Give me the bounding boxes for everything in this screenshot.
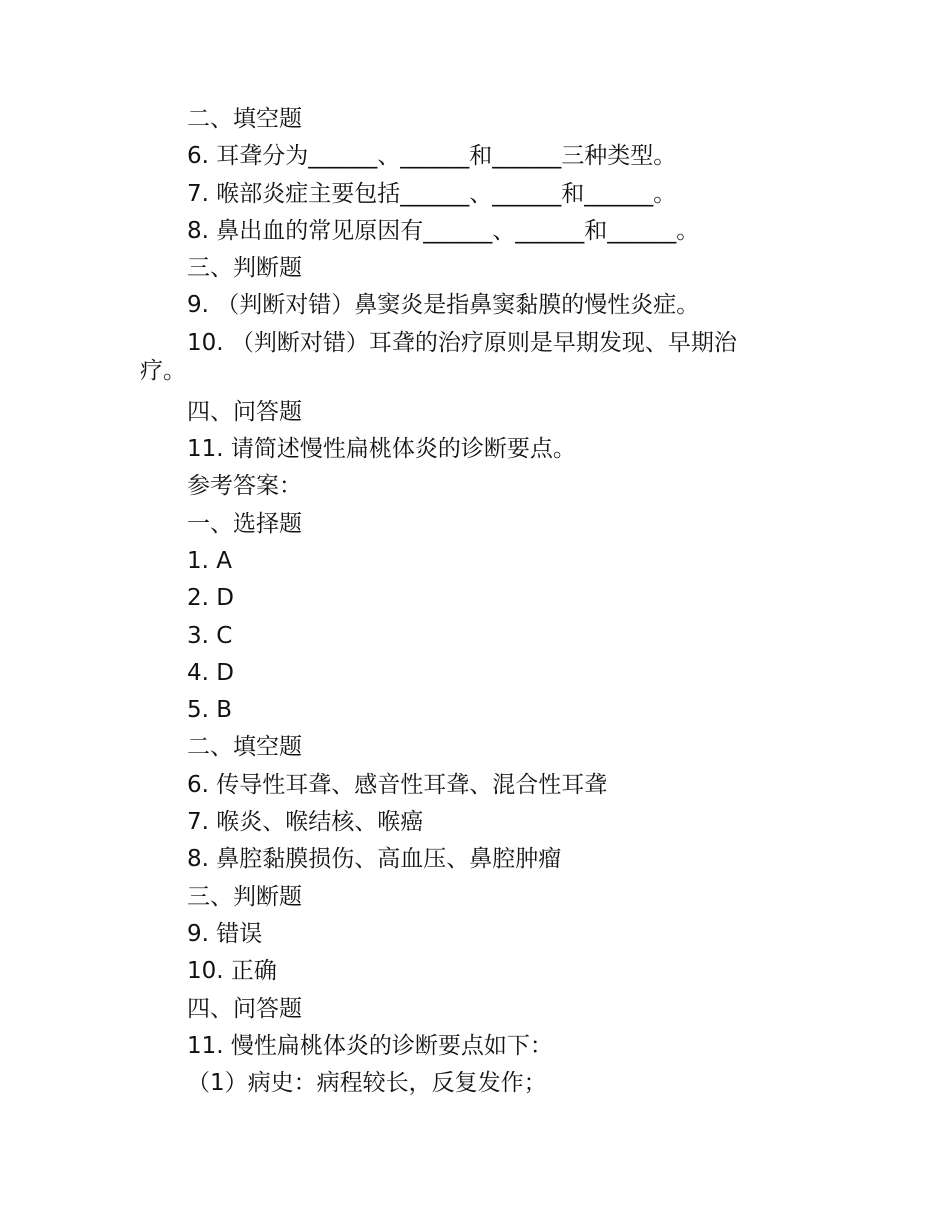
- answer-2: 2. D: [187, 585, 234, 612]
- answers-heading: 参考答案：: [187, 473, 302, 500]
- answer-5: 5. B: [187, 697, 233, 724]
- question-9: 9. （判断对错）鼻窦炎是指鼻窦黏膜的慢性炎症。: [187, 292, 700, 319]
- question-10-line1: 10. （判断对错）耳聋的治疗原则是早期发现、早期治: [187, 329, 737, 356]
- question-6: 6. 耳聋分为______、______和______三种类型。: [187, 143, 677, 170]
- answer-3: 3. C: [187, 622, 233, 649]
- document-body: [140, 101, 790, 1102]
- answers-section-qa: 四、问答题: [187, 995, 302, 1022]
- answer-8: 8. 鼻腔黏膜损伤、高血压、鼻腔肿瘤: [187, 846, 562, 873]
- answers-section-fill-in: 二、填空题: [187, 734, 302, 761]
- section-heading-qa: 四、问答题: [187, 398, 302, 425]
- question-11: 11. 请简述慢性扁桃体炎的诊断要点。: [187, 436, 576, 463]
- question-10-line2: 疗。: [140, 357, 186, 384]
- answer-1: 1. A: [187, 547, 232, 574]
- answer-9: 9. 错误: [187, 920, 263, 947]
- section-heading-true-false: 三、判断题: [187, 255, 302, 282]
- answer-4: 4. D: [187, 659, 234, 686]
- answer-11-point-1: （1）病史：病程较长，反复发作；: [187, 1070, 547, 1097]
- answer-7: 7. 喉炎、喉结核、喉癌: [187, 809, 424, 836]
- answer-11: 11. 慢性扁桃体炎的诊断要点如下：: [187, 1032, 553, 1059]
- question-8: 8. 鼻出血的常见原因有______、______和______。: [187, 217, 700, 244]
- answers-section-true-false: 三、判断题: [187, 883, 302, 910]
- answer-10: 10. 正确: [187, 958, 277, 985]
- question-7: 7. 喉部炎症主要包括______、______和______。: [187, 180, 677, 207]
- answer-6: 6. 传导性耳聋、感音性耳聋、混合性耳聋: [187, 771, 608, 798]
- section-heading-fill-in: 二、填空题: [187, 106, 302, 132]
- answers-section-choice: 一、选择题: [187, 510, 302, 537]
